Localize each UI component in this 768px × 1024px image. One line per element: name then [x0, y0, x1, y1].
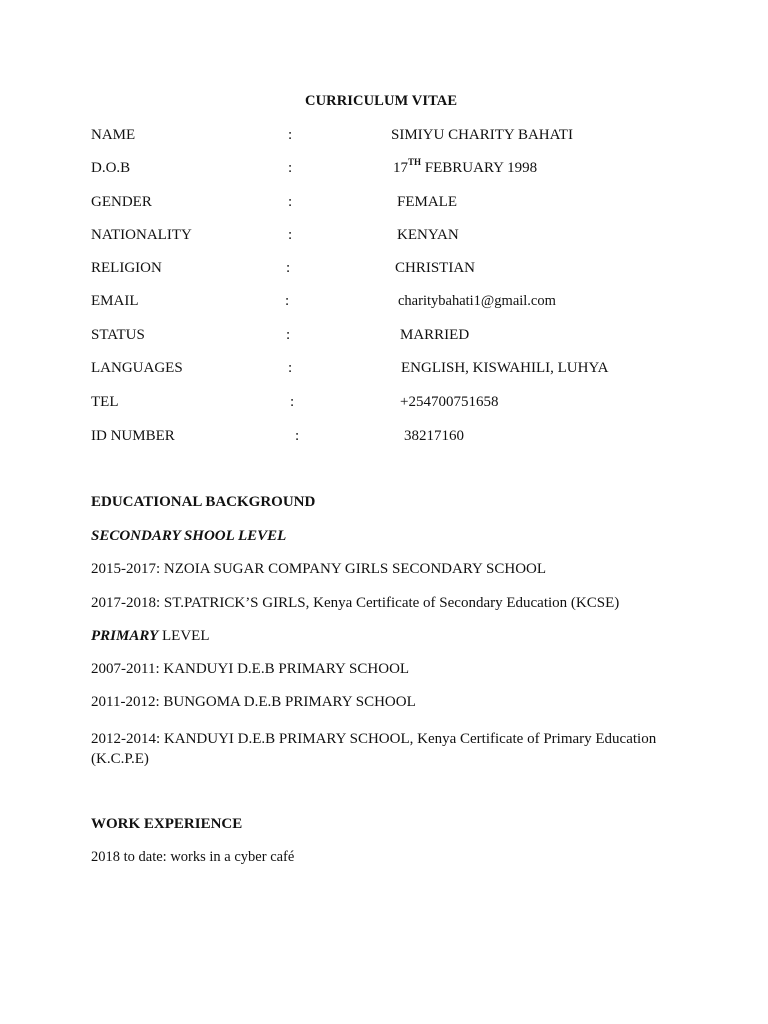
detail-colon: :	[286, 327, 291, 343]
detail-value: MARRIED	[400, 327, 470, 343]
primary-level-heading	[91, 628, 209, 645]
detail-colon: :	[286, 260, 291, 276]
primary-heading-bold: PRIMARY	[91, 628, 159, 644]
education-entry: 2017-2018: ST.PATRICK’S GIRLS, Kenya Certificate of Secondary Education (KCSE)	[91, 595, 620, 611]
detail-label: TEL	[91, 394, 119, 410]
detail-value: KENYAN	[397, 227, 459, 243]
work-heading: WORK EXPERIENCE	[91, 816, 243, 832]
secondary-level-heading: SECONDARY SHOOL LEVEL	[91, 528, 287, 544]
detail-label: ID NUMBER	[91, 428, 175, 444]
education-entry: 2011-2012: BUNGOMA D.E.B PRIMARY SCHOOL	[91, 694, 416, 710]
detail-colon: :	[295, 428, 300, 444]
detail-value: CHRISTIAN	[395, 260, 476, 276]
detail-colon: :	[290, 394, 295, 410]
detail-value	[393, 157, 538, 177]
detail-value: charitybahati1@gmail.com	[398, 293, 556, 309]
detail-label: NATIONALITY	[91, 227, 192, 243]
dob-day: 17	[393, 160, 408, 176]
education-heading: EDUCATIONAL BACKGROUND	[91, 494, 316, 510]
detail-label: EMAIL	[91, 293, 139, 309]
detail-label: D.O.B	[91, 160, 131, 176]
detail-colon: :	[288, 160, 293, 176]
detail-value: ENGLISH, KISWAHILI, LUHYA	[401, 360, 609, 376]
detail-value: SIMIYU CHARITY BAHATI	[391, 127, 573, 143]
detail-colon: :	[288, 227, 293, 243]
detail-colon: :	[288, 194, 293, 210]
detail-label: GENDER	[91, 194, 152, 210]
detail-colon: :	[288, 360, 293, 376]
detail-colon: :	[285, 293, 290, 309]
detail-value: FEMALE	[397, 194, 457, 210]
detail-label: STATUS	[91, 327, 145, 343]
primary-heading-rest: LEVEL	[158, 628, 210, 644]
detail-label: RELIGION	[91, 260, 162, 276]
education-entry: 2012-2014: KANDUYI D.E.B PRIMARY SCHOOL, Kenya Certificate of Primary Education (K.C.P.E)	[91, 731, 657, 767]
page-title: CURRICULUM VITAE	[305, 93, 458, 109]
work-entry: 2018 to date: works in a cyber café	[91, 849, 295, 865]
dob-month-year: FEBRUARY 1998	[421, 160, 538, 176]
detail-value: 38217160	[404, 428, 464, 444]
detail-colon: :	[288, 127, 293, 143]
dob-ordinal-suffix: TH	[408, 157, 422, 167]
detail-value: +254700751658	[400, 394, 499, 410]
education-entry: 2007-2011: KANDUYI D.E.B PRIMARY SCHOOL	[91, 661, 410, 677]
education-entry: 2015-2017: NZOIA SUGAR COMPANY GIRLS SECONDARY SCHOOL	[91, 561, 547, 577]
detail-label: NAME	[91, 127, 136, 143]
detail-label: LANGUAGES	[91, 360, 183, 376]
